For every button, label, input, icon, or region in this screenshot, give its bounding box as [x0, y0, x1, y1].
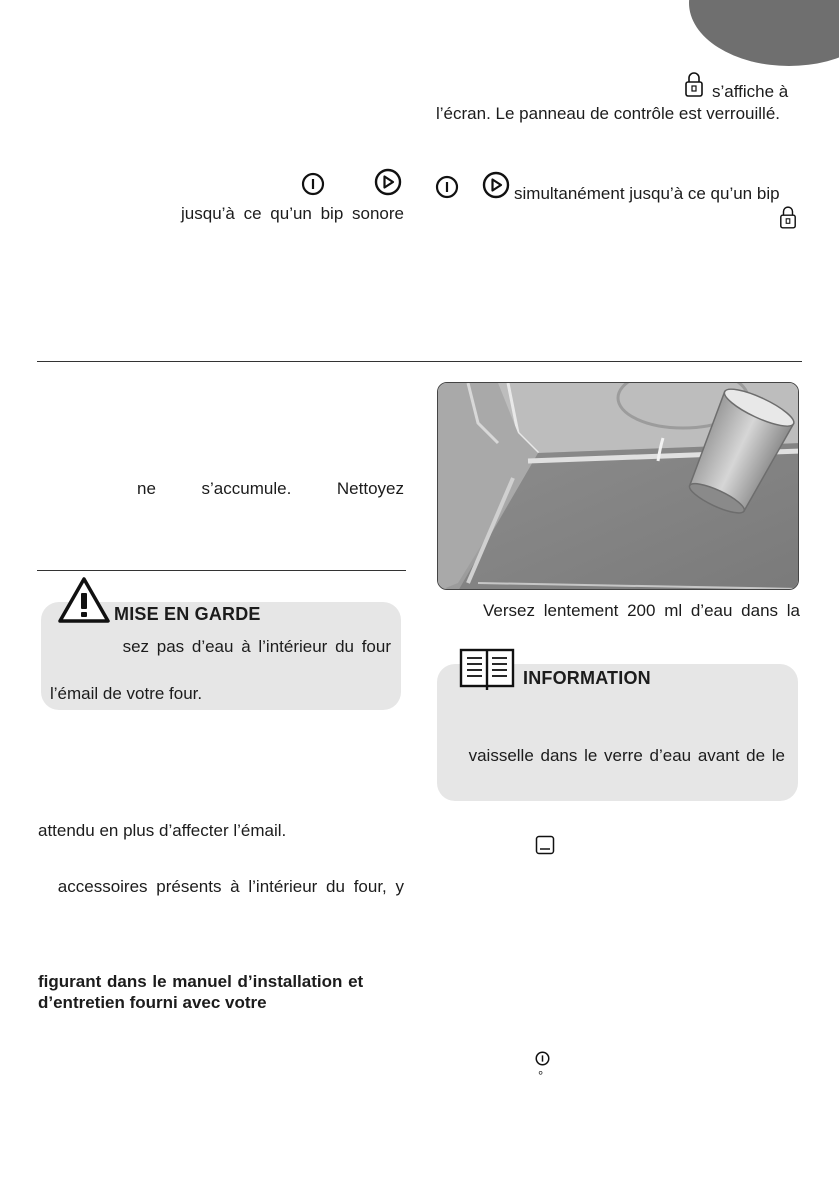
information-line1: vaisselle dans le verre d’eau avant de le: [468, 746, 785, 765]
power-icon: [435, 175, 459, 199]
word: ne: [137, 479, 156, 498]
oven-water-photo: [437, 382, 799, 590]
column-divider: [37, 570, 406, 571]
play-icon: [482, 171, 510, 199]
warning-line2: l’émail de votre four.: [50, 684, 203, 703]
lock-icon: [779, 204, 797, 230]
left-bip-text: jusqu’à ce qu’un bip sonore: [181, 204, 404, 223]
accumulate-line: [137, 479, 404, 499]
warning-icon: [57, 576, 111, 624]
lock-icon: [684, 70, 704, 98]
warning-line1: sez pas d’eau à l’intérieur du four: [122, 637, 391, 656]
power-icon: [535, 1051, 550, 1066]
photo-caption: Versez lentement 200 ml d’eau dans la: [483, 601, 800, 620]
text-attendu: attendu en plus d’affecter l’émail.: [38, 821, 287, 840]
oven-illustration: [438, 383, 799, 590]
power-icon: [301, 172, 325, 196]
degree-mark: °: [538, 1068, 544, 1083]
text-accessoires: accessoires présents à l’intérieur du four, y: [57, 877, 404, 896]
section-divider: [37, 361, 802, 362]
oven-light-icon: [535, 835, 555, 855]
word: Nettoyez: [336, 479, 404, 498]
warning-title: MISE EN GARDE: [114, 604, 261, 624]
bold-line2: d’entretien fourni avec votre: [38, 993, 267, 1012]
lock-text-line1: s’affiche à: [712, 82, 789, 101]
book-icon: [459, 648, 515, 692]
bold-line1: figurant dans le manuel d’installation et: [38, 972, 364, 991]
right-bip-text: simultanément jusqu’à ce qu’un bip: [514, 184, 780, 203]
word: s’accumule.: [201, 479, 292, 498]
play-icon: [374, 168, 402, 196]
page-tab: [689, 0, 839, 66]
information-title: INFORMATION: [523, 668, 651, 688]
lock-text-line2: l’écran. Le panneau de contrôle est verrouillé.: [436, 104, 780, 123]
